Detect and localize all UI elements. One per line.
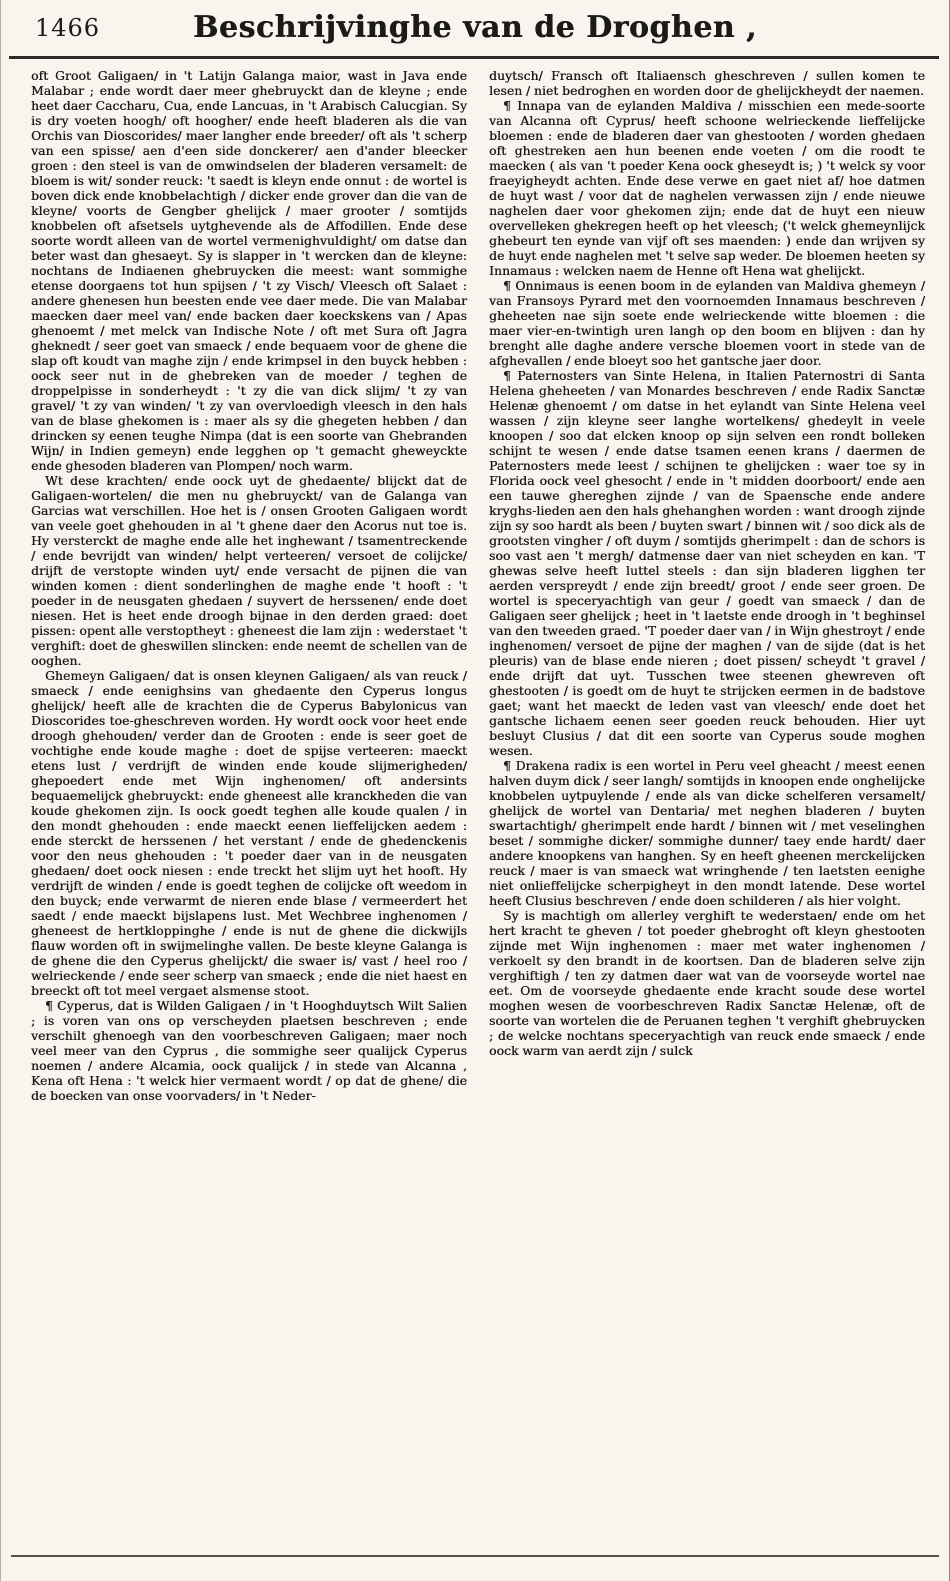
running-title: Beschrijvinghe van de Droghen , (193, 10, 757, 45)
paragraph-drakena-krachten: Sy is machtigh om allerley verghift te wederstaen/ ende om het hert kracht te gheven / tot poeder ghebroght oft kleyn ghestooten zijnde met Wijn inghenomen : maer met water inghenomen / verkoelt sy den brandt in de koortsen. Dan de bladeren selve zijn verghiftigh / ten zy datmen daer wat van de voorseyde wortel nae eet. Om de voorseyde ghedaente ende kracht soude dese wortel moghen wesen de voorbeschreven Radix Sanctæ Helenæ, oft de soorte van wortelen die de Peruanen teghen 't verghift ghebruycken ; de welcke nochtans speceryachtigh van reuck ende smaeck / ende oock warm van aerdt zijn / sulck (489, 909, 925, 1058)
paragraph-cyperus: ¶ Cyperus, dat is Wilden Galigaen / in 't Hooghduytsch Wilt Salien ; is voren van ons op verscheyden plaetsen beschreven ; ende verschilt ghenoegh van den voorbeschreven Galigaen; maer noch veel meer van den Cyprus , die sommighe seer qualijck Cyperus noemen / andere Alcamia, oock qualijck / in stede van Alcanna , Kena oft Hena : 't welck hier vermaent wordt / op dat de ghene/ die de boecken van onse voorvaders/ in 't Neder- (31, 999, 467, 1103)
right-column (489, 69, 925, 1104)
page-header (1, 0, 949, 50)
left-column (31, 69, 467, 1104)
paragraph-galigaen-ghemeyn: Ghemeyn Galigaen/ dat is onsen kleynen Galigaen/ als van reuck / smaeck / ende eenighsins van ghedaente den Cyperus longus ghelijck/ heeft alle de krachten die de Cyperus Babylonicus van Dioscorides toe-gheschreven worden. Hy wordt oock voor heet ende droogh ghehouden/ verder dan de Grooten : ende is seer goet de vochtighe ende koude maghe : doet de spijse verteeren: maeckt etens lust / verdrijft de winden ende koude slijmerigheden/ ghepoedert ende met Wijn inghenomen/ oft andersints bequaemelijck ghebruyckt: ende gheneest alle kranckheden die van koude ghekomen zijn. Is oock goedt teghen alle koude qualen / in den mondt ghehouden : ende maeckt eenen lieffelijcken aedem : ende sterckt de herssenen / het verstant / ende de ghedenckenis voor den neus ghehouden : 't poeder daer van in de neusgaten ghedaen/ doet oock niesen : ende treckt het slijm uyt het hooft. Hy verdrijft de winden / ende is goedt teghen de colijcke oft weedom in den buyck; ende verwarmt de nieren ende blase / vermeerdert het saedt / ende maeckt bijslapens lust. Met Wechbree inghenomen / gheneest de hertkloppinghe / ende is nut de ghene die dickwijls flauw worden oft in swijmelinghe vallen. De beste kleyne Galanga is de ghene die den Cyperus ghelijckt/ die swaer is/ vast / heel roo / welrieckende / ende seer scherp van smaeck ; ende die niet haest en breeckt oft tot meel vergaet alsmense stoot. (31, 669, 467, 998)
paragraph-continuation: duytsch/ Fransch oft Italiaensch gheschreven / sullen komen te lesen / niet bedroghen en worden door de ghelijckheydt der naemen. (489, 69, 925, 98)
page-number: 1466 (35, 14, 101, 42)
bottom-rule (11, 1555, 939, 1557)
paragraph-galigaen-krachten: Wt dese krachten/ ende oock uyt de ghedaente/ blijckt dat de Galigaen-wortelen/ die men nu ghebruyckt/ van de Galanga van Garcias wat verschillen. Hoe het is / onsen Grooten Galigaen wordt van veele goet ghehouden in al 't ghene daer den Acorus nut toe is. Hy versterckt de maghe ende alle het inghewant / tsamentreckende / ende bevrijdt van winden/ helpt verteeren/ versoet de colijcke/ drijft de verstopte winden uyt/ ende versacht de pijnen die van winden komen : dient sonderlinghen de maghe ende 't hooft : 't poeder in de neusgaten ghedaen / suyvert de herssenen/ ende doet niesen. Het is heet ende droogh bijnae in den derden graed: doet pissen: opent alle verstoptheyt : gheneest die lam zijn : wederstaet 't verghift: doet de gheswillen slincken: ende neemt de schellen van de ooghen. (31, 474, 467, 668)
paragraph-paternosters: ¶ Paternosters van Sinte Helena, in Italien Paternostri di Santa Helena gheheeten / van Monardes beschreven / ende Radix Sanctæ Helenæ ghenoemt / om datse in het eylandt van Sinte Helena veel wassen / zijn kleyne seer langhe wortelkens/ ghedeylt in veele knoopen / soo dat elcken knoop op sijn selven een rondt bolleken schijnt te wesen / ende datse tsamen eenen krans / daermen de Paternosters mede leest / schijnen te ghelijcken : waer toe sy in Florida oock veel ghesocht / ende in 't midden doorboort/ ende aen een tauwe ghereghen zijnde / van de Spaensche ende andere kryghs-lieden aen den hals ghehanghen worden : want droogh zijnde zijn sy soo hardt als been / buyten swart / binnen wit / soo dick als de grootsten vingher / oft duym / somtijds gherimpelt : dan de schors is soo vast aen 't mergh/ datmense daer van niet scheyden en kan. 'T ghewas selve heeft luttel steels : dan sijn bladeren ligghen ter aerden verspreydt / ende zijn breedt/ groot / ende seer groen. De wortel is speceryachtigh van geur / goedt van smaeck / dan de Galigaen seer ghelijck ; heet in 't laetste ende droogh in 't beghinsel van den tweeden graed. 'T poeder daer van / in Wijn ghestroyt / ende inghenomen/ versoet de pijne der maghen / van de sijde (dat is het pleuris) van de blase ende nieren ; doet pissen/ scheydt 't gravel / ende drijft dat uyt. Tusschen twee steenen ghewreven oft ghestooten / is goedt om de huyt te strijcken eermen in de badstove gaet; want het maeckt de leden vast van vleesch/ ende doet het gantsche lichaem eenen seer goeden reuck behouden. Hier uyt besluyt Clusius / dat dit een soorte van Cyperus soude moghen wesen. (489, 369, 925, 758)
paragraph-onnimaus: ¶ Onnimaus is eenen boom in de eylanden van Maldiva ghemeyn / van Fransoys Pyrard met den voornoemden Innamaus beschreven / gheheeten nae sijn soete ende welrieckende witte bloemen : die maer vier-en-twintigh uren langh op den boom en blijven : dan hy brenght alle daghe andere versche bloemen voort in stede van de afghevallen / ende bloeyt soo het gantsche jaer door. (489, 279, 925, 368)
paragraph-galigaen-groot: oft Groot Galigaen/ in 't Latijn Galanga maior, wast in Java ende Malabar ; ende wordt daer meer ghebruyckt dan de kleyne ; ende heet daer Caccharu, Cua, ende Lancuas, in 't Arabisch Calucgian. Sy is dry voeten hoogh/ oft hoogher/ ende heeft bladeren als die van Orchis van Dioscorides/ maer langher ende breeder/ oft als 't scherp van een spisse/ aen d'een side donckerer/ aen d'ander bleecker groen : den steel is van de omwindselen der bladeren versamelt: de bloem is wit/ sonder reuck: 't saedt is kleyn ende onnut : de wortel is boven dick ende knobbelachtigh / dicker ende grover dan die van de kleyne/ voorts de Gengber ghelijck / maer grooter / somtijds knobbelen oft afsetsels uytghevende als de Affodillen. Ende dese soorte wordt alleen van de wortel vermenighvuldight/ om datse dan beter wast dan ghesaeyt. Sy is slapper in 't wercken dan de kleyne: nochtans de Indiaenen ghebruycken die meest: want sommighe etense doorgaens tot hun spijsen / 't zy Visch/ Vleesch oft Salaet : andere ghenesen hun beesten ende vee daer mede. Die van Malabar maecken daer meel van/ ende backen daer koeckskens van / Apas ghenoemt / met melck van Indische Note / oft met Sura oft Jagra gheknedt / seer goet van smaeck / ende bequaem voor de ghene die slap oft koudt van maghe zijn / ende krimpsel in den buyck hebben : oock seer nut in de ghebreken van de moeder / teghen de droppelpisse in sonderheydt : 't zy die van dick slijm/ 't zy van gravel/ 't zy van winden/ 't zy van overvloedigh vleesch in den hals van de blase ghekomen is : maer als sy die ghegeten hebben / dan drincken sy eenen teughe Nimpa (dat is een soorte van Ghebranden Wijn/ in Indien gemeyn) ende legghen op 't gemacht gheweyckte ende ghesoden bladeren van Plompen/ noch warm. (31, 69, 467, 473)
paragraph-drakena-radix: ¶ Drakena radix is een wortel in Peru veel gheacht / meest eenen halven duym dick / seer langh/ somtijds in knoopen ende onghelijcke knobbelen uytpuylende / ende als van dicke schelferen versamelt/ ghelijck de wortel van Dentaria/ met neghen bladeren / buyten swartachtigh/ gherimpelt ende hardt / binnen wit / met veselinghen beset / sommighe dicker/ sommighe dunner/ taey ende hardt/ daer andere knoopkens van hanghen. Sy en heeft gheenen merckelijcken reuck / maer is van smaeck wat wringhende / ten laetsten eenighe niet onlieffelijcke scherpigheyt in den mondt latende. Dese wortel heeft Clusius beschreven / ende doen schilderen / als hier volght. (489, 759, 925, 908)
text-columns (1, 59, 949, 1104)
paragraph-innapa: ¶ Innapa van de eylanden Maldiva / misschien een mede-soorte van Alcanna oft Cyprus/ heeft schoone welrieckende lieffelijcke bloemen : ende de bladeren daer van ghestooten / worden ghedaen oft ghestreken aen hun beenen ende voeten / om die roodt te maecken ( als van 't poeder Kena oock gheseydt is; ) 't welck sy voor fraeyigheydt achten. Ende dese verwe en gaet niet af/ hoe datmen de huyt wast / voor dat de naghelen verwassen zijn / ende nieuwe naghelen daer voor ghekomen zijn; ende dat de huyt een nieuw overvelleken ghekregen heeft op het vleesch; ('t welck ghemeynlijck ghebeurt ten eynde van vijf oft ses maenden: ) ende dan wrijven sy de huyt ende naghelen met 't selve sap weder. De bloemen heeten sy Innamaus : welcken naem de Henne oft Hena wat ghelijckt. (489, 99, 925, 278)
